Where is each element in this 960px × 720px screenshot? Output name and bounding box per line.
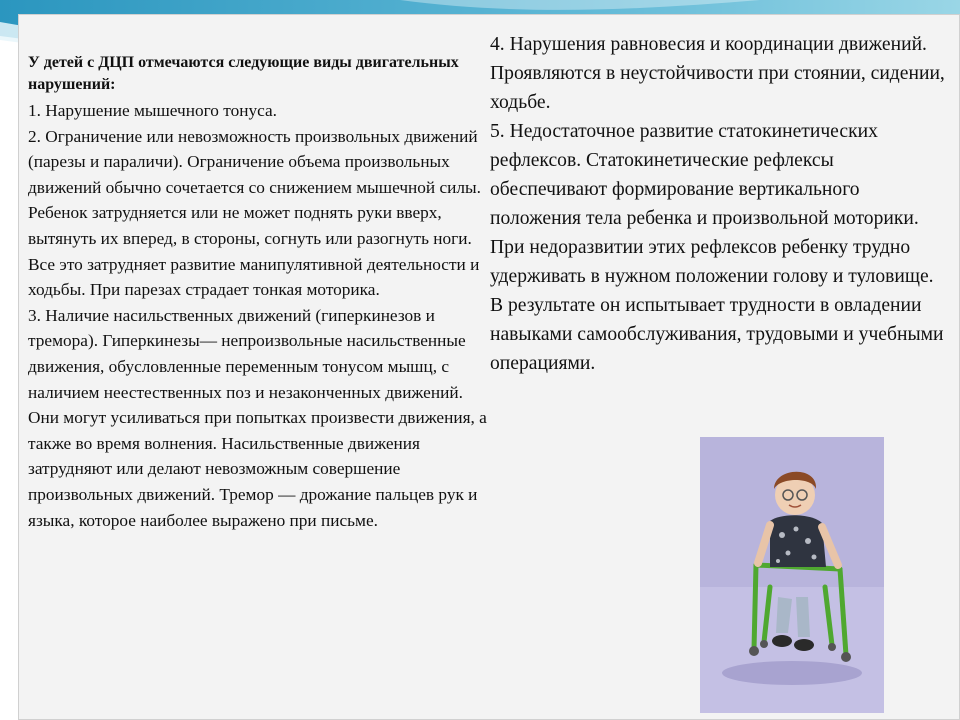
list-item-3: 3. Наличие насильственных движений (гиперкинезов и тремора). Гиперкинезы— непроизвольные насильственные движения, обусловленные переменным тонусом мышц, с наличием неестественных поз и незаконченных движений. Они могут усиливаться при попытках произвести движения, а также во время волнения. Насильственные движения затрудняют или делают невозможным совершение произвольных движений. Тремор — дрожание пальцев рук и языка, которое наиболее выражено при письме. <box>28 305 487 530</box>
list-item-1: 1. Нарушение мышечного тонуса. <box>28 101 277 120</box>
list-item-4: 4. Нарушения равновесия и координации движений. Проявляются в неустойчивости при стоянии, сидении, ходьбе. <box>490 34 945 113</box>
child-with-walker-photo <box>700 437 884 713</box>
left-heading: У детей с ДЦП отмечаются следующие виды двигательных нарушений: <box>28 54 459 93</box>
list-item-5: 5. Недостаточное развитие статокинетических рефлексов. Статокинетические рефлексы обеспечивают формирование вертикального положения тела ребенка и произвольной моторики. При недоразвитии этих рефлексов ребенку трудно удерживать в нужном положении голову и туловище. В результате он испытывает трудности в овладении навыками самообслуживания, трудовыми и учебными операциями. <box>490 121 944 374</box>
right-column <box>490 30 950 378</box>
left-column <box>28 52 496 533</box>
list-item-2: 2. Ограничение или невозможность произвольных движений (парезы и параличи). Ограничение объема произвольных движений обычно сочетается со снижением мышечной силы. Ребенок затрудняется или не может поднять руки вверх, вытянуть их вперед, в стороны, согнуть или разогнуть ноги. Все это затрудняет развитие манипулятивной деятельности и ходьбы. При парезах страдает тонкая моторика. <box>28 126 481 300</box>
